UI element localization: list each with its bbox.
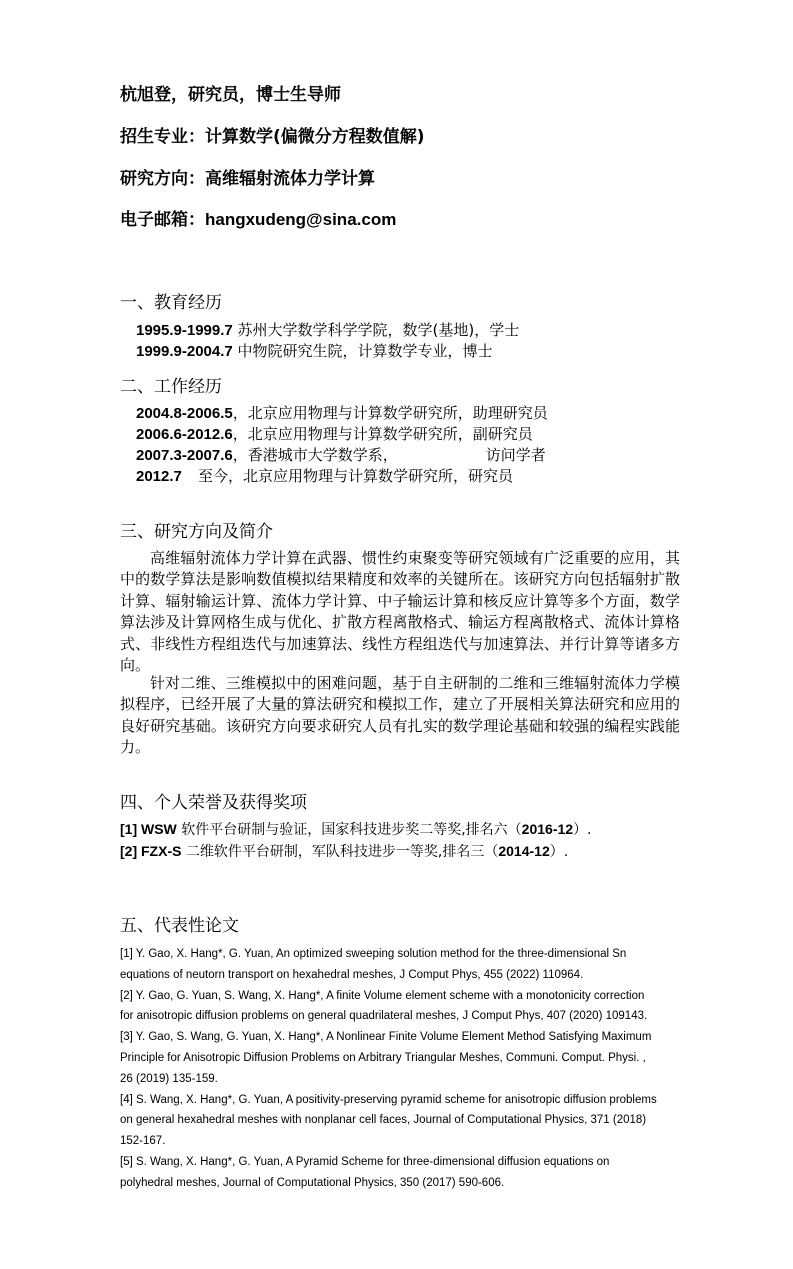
honor-tag: [2] FZX-S (120, 843, 182, 859)
education-date: 1995.9-1999.7 (136, 322, 233, 339)
work-list (136, 403, 548, 487)
honors-list (120, 818, 592, 862)
admission-major-line: 招生专业：计算数学(偏微分方程数值解) (120, 127, 425, 147)
honor-year: 2014-12 (498, 843, 550, 859)
paper-line: 152-167. (120, 1135, 166, 1148)
work-heading: 二、工作经历 (120, 377, 222, 397)
paper-line: [3] Y. Gao, S. Wang, G. Yuan, X. Hang*, A Nonlinear Finite Volume Element Method Satisfying Maximum (120, 1031, 652, 1044)
education-list (136, 320, 519, 362)
work-role: 访问学者 (485, 446, 546, 464)
email-line (120, 205, 396, 230)
honor-item (120, 840, 592, 862)
work-date: 2006.6-2012.6 (136, 426, 233, 443)
email-label: 电子邮箱： (120, 210, 205, 230)
work-date: 2007.3-2007.6 (136, 447, 233, 464)
honors-heading: 四、个人荣誉及获得奖项 (120, 793, 307, 813)
education-date: 1999.9-2004.7 (136, 343, 233, 360)
education-item (136, 320, 519, 341)
paper-line: [5] S. Wang, X. Hang*, G. Yuan, A Pyramid Scheme for three-dimensional diffusion equations on (120, 1155, 610, 1168)
work-item (136, 445, 548, 466)
work-text: 至今，北京应用物理与计算数学研究所，研究员 (198, 467, 514, 485)
work-item (136, 424, 548, 445)
research-paragraph-1: 高维辐射流体力学计算在武器、惯性约束聚变等研究领域有广泛重要的应用，其中的数学算法是影响数值模拟结果精度和效率的关键所在。该研究方向包括辐射扩散计算、辐射输运计算、流体力学计算、中子输运计算和核反应计算等多个方面，数学算法涉及计算网格生成与优化、扩散方程离散格式、输运方程离散格式、流体计算格式、非线性方程组迭代与加速算法、线性方程组迭代与加速算法、并行计算等诸多方向。 (120, 549, 680, 675)
paper-line: polyhedral meshes, Journal of Computational Physics, 350 (2017) 590-606. (120, 1176, 505, 1189)
honor-end: ）. (549, 844, 569, 860)
email-address: hangxudeng@sina.com (205, 210, 397, 229)
education-heading: 一、教育经历 (120, 293, 222, 313)
education-text: 苏州大学数学科学学院，数学(基地)，学士 (237, 321, 520, 339)
papers-list (120, 944, 680, 1194)
work-item (136, 403, 548, 424)
paper-line: [2] Y. Gao, G. Yuan, S. Wang, X. Hang*, A finite Volume element scheme with a monotonicity correction (120, 989, 645, 1002)
work-text: ，北京应用物理与计算数学研究所，助理研究员 (232, 404, 548, 422)
work-text: ，香港城市大学数学系， (232, 446, 398, 464)
paper-line: 26 (2019) 135-159. (120, 1072, 218, 1085)
honor-text: 二维软件平台研制，军队科技进步一等奖,排名三（ (181, 844, 499, 860)
honor-text: 软件平台研制与验证，国家科技进步奖二等奖,排名六（ (176, 822, 522, 838)
research-paragraph-2: 针对二维、三维模拟中的困难问题，基于自主研制的二维和三维辐射流体力学模拟程序，已经开展了大量的算法研究和模拟工作，建立了开展相关算法研究和应用的良好研究基础。该研究方向要求研究人员有扎实的数学理论基础和较强的编程实践能力。 (120, 674, 680, 757)
paper-line: [1] Y. Gao, X. Hang*, G. Yuan, An optimized sweeping solution method for the three-dimensional Sn (120, 948, 627, 960)
research-heading: 三、研究方向及简介 (120, 522, 273, 542)
research-direction-line: 研究方向：高维辐射流体力学计算 (120, 169, 375, 189)
honor-end: ）. (573, 822, 592, 838)
work-date: 2004.8-2006.5 (136, 405, 233, 422)
paper-line: equations of neutorn transport on hexahedral meshes, J Comput Phys, 455 (2022) 110964. (120, 968, 584, 981)
education-text: 中物院研究生院，计算数学专业，博士 (237, 342, 493, 360)
honor-year: 2016-12 (521, 821, 574, 837)
paper-line: Principle for Anisotropic Diffusion Problems on Arbitrary Triangular Meshes, Communi. Comput. Physi. , (120, 1051, 646, 1064)
honor-item (120, 818, 592, 840)
paper-line: [4] S. Wang, X. Hang*, G. Yuan, A positivity-preserving pyramid scheme for anisotropic diffusion problems (120, 1093, 657, 1106)
honor-tag: [1] WSW (120, 821, 177, 837)
work-item (136, 466, 548, 487)
paper-line: on general hexahedral meshes with nonplanar cell faces, Journal of Computational Physics, 371 (2018) (120, 1114, 647, 1127)
work-text: ，北京应用物理与计算数学研究所，副研究员 (232, 425, 533, 443)
paper-line: for anisotropic diffusion problems on general quadrilateral meshes, J Comput Phys, 407 (2020) 109143. (120, 1010, 648, 1023)
education-item (136, 341, 519, 362)
papers-heading: 五、代表性论文 (120, 916, 239, 936)
work-date: 2012.7 (136, 468, 182, 485)
name-title-line: 杭旭登，研究员，博士生导师 (120, 85, 341, 105)
